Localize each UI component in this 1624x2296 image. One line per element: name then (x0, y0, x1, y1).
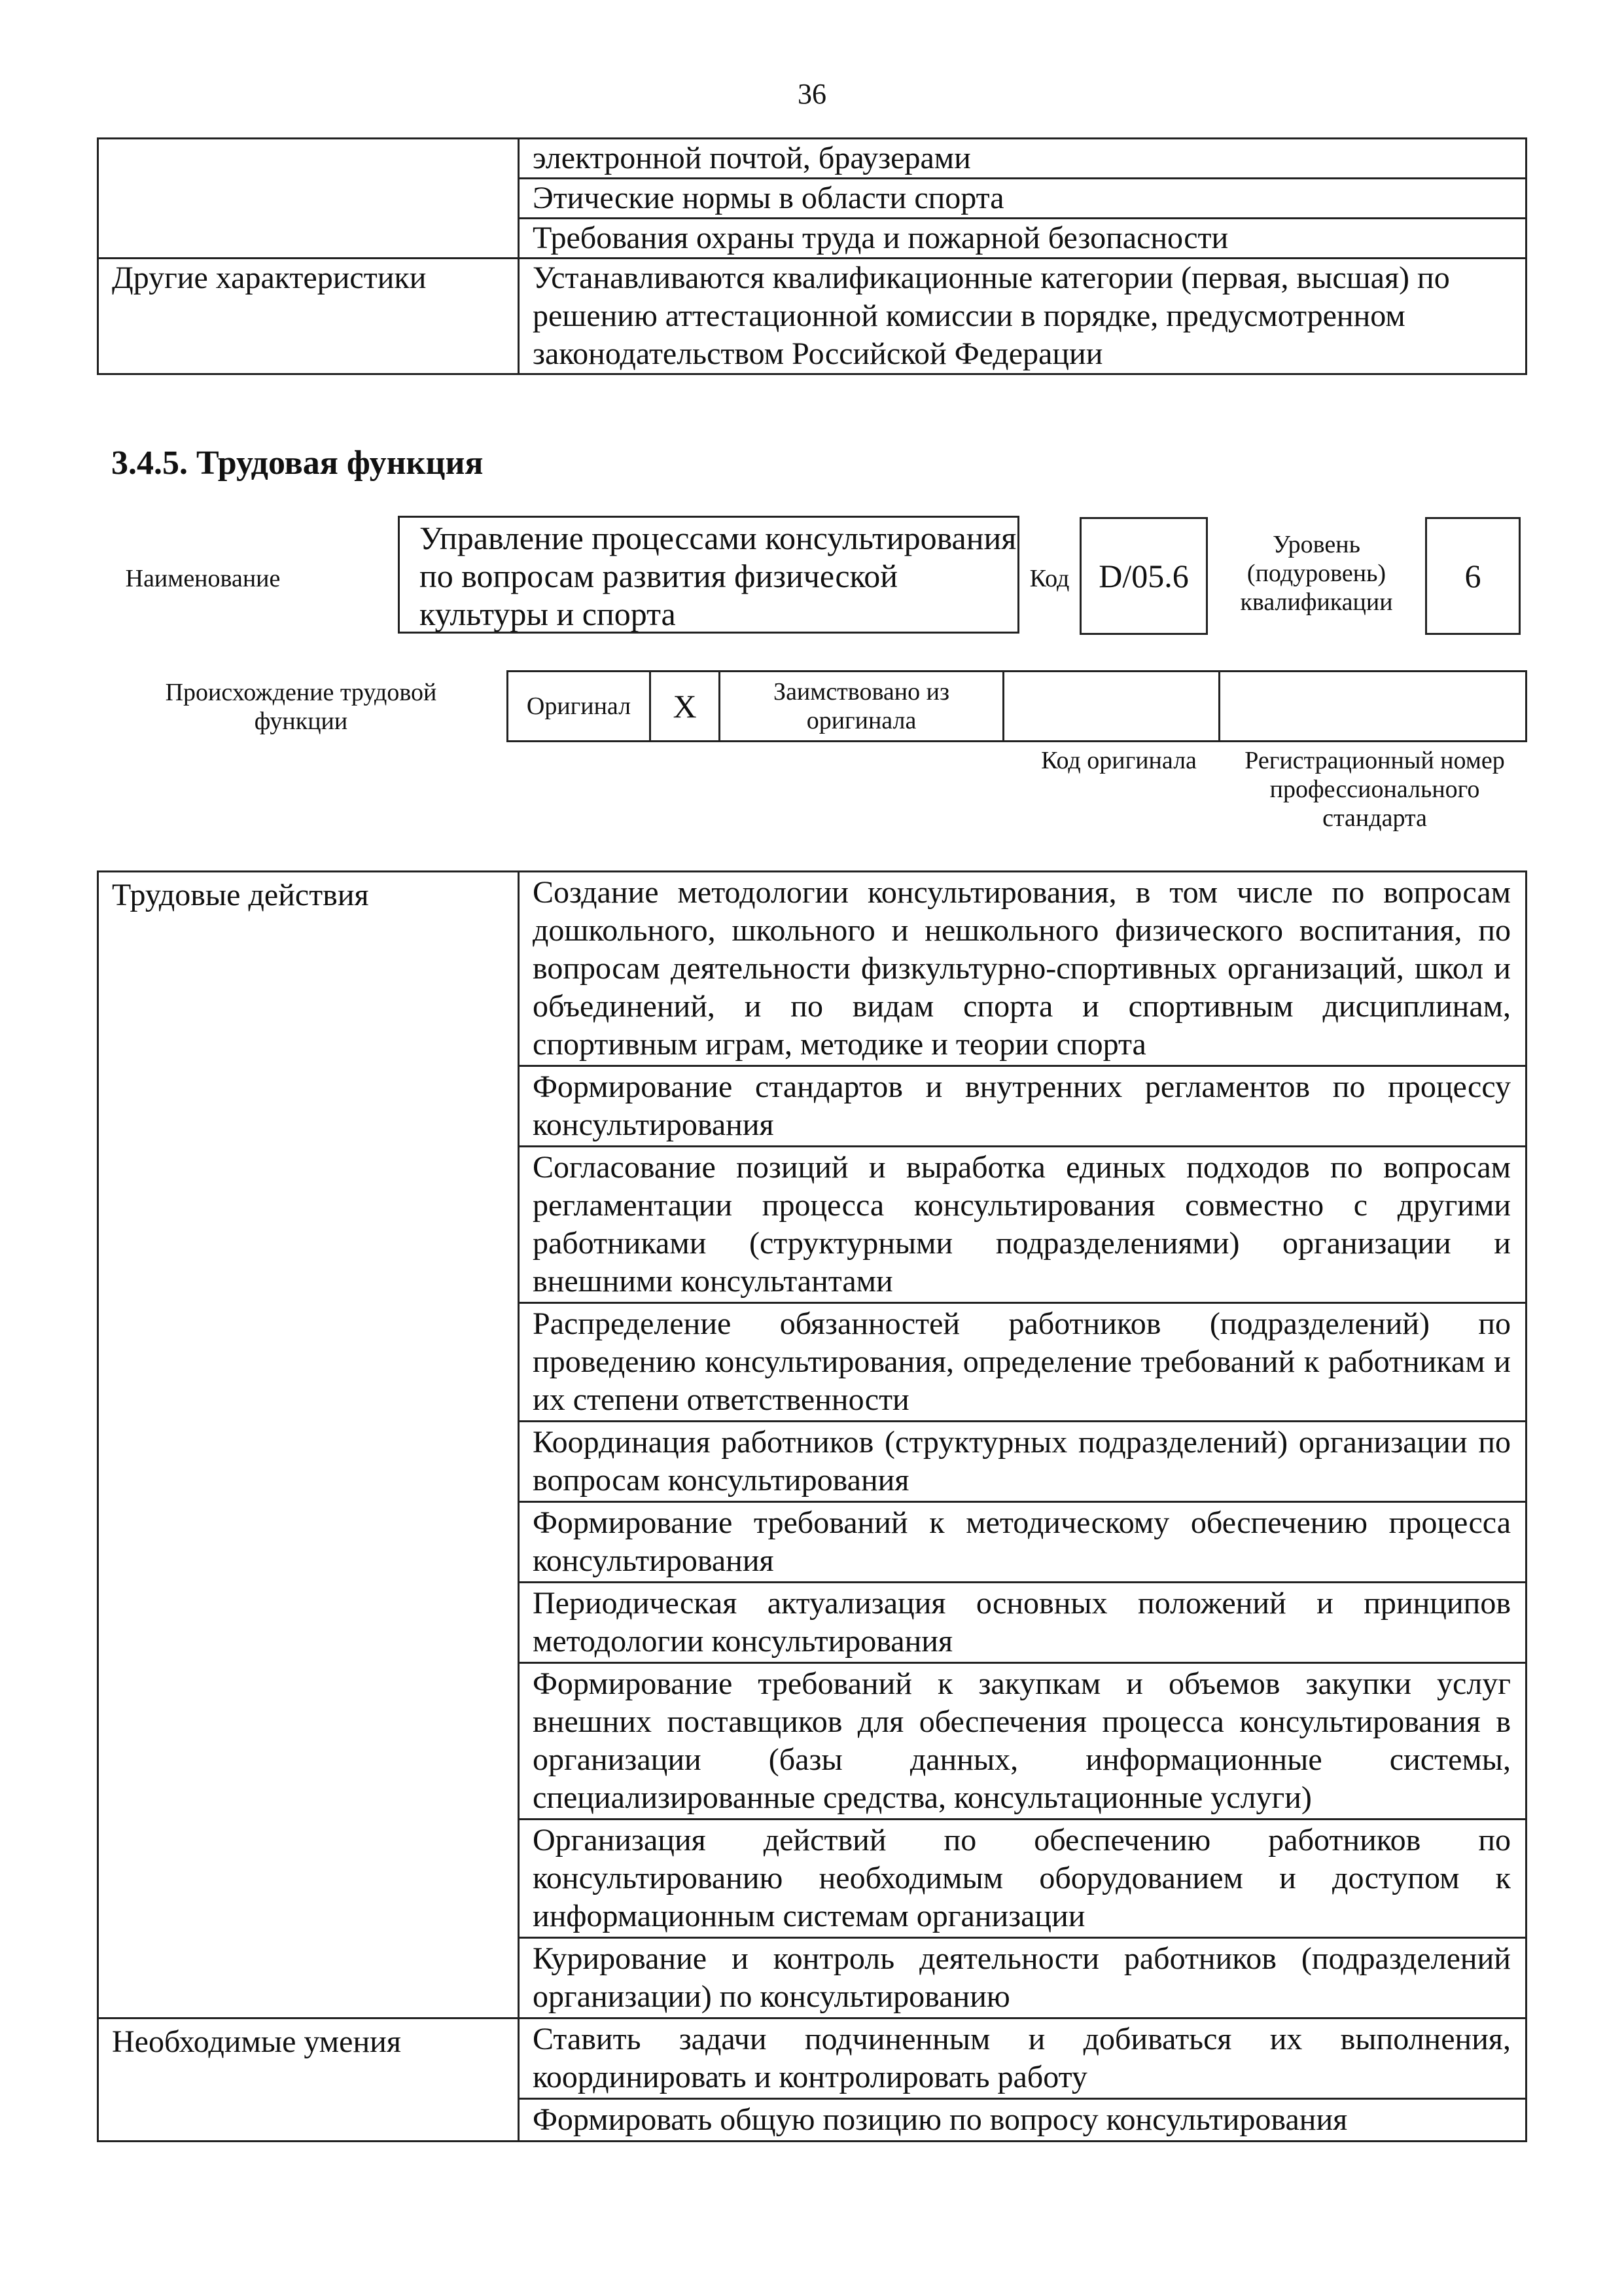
table-row (98, 2018, 1527, 2099)
table-row (98, 259, 1527, 374)
labor-action: Согласование позиций и выработка единых подходов по вопросам регламентации процесса консультирования совместно с другими работниками (структурными подразделениями) организации и внешними консультантами (519, 1147, 1527, 1303)
origin-label: Происхождение трудовой функции (165, 679, 437, 735)
table-row (98, 872, 1527, 1066)
skill-item: Ставить задачи подчиненным и добиваться их выполнения, координировать и контролировать работу (519, 2018, 1527, 2099)
labor-action: Координация работников (структурных подразделений) организации по вопросам консультирования (519, 1422, 1527, 1502)
top-characteristics-table (97, 137, 1527, 375)
original-code-caption: Код оригинала (1041, 747, 1197, 774)
table-cell: Этические нормы в области спорта (519, 179, 1527, 219)
skills-label: Необходимые умения (98, 2018, 519, 2142)
empty-cell (98, 139, 519, 259)
origin-row (506, 670, 1527, 742)
reg-number-caption: Регистрационный номер профессионального стандарта (1244, 747, 1505, 832)
function-code-box: D/05.6 (1080, 517, 1208, 635)
labor-action: Распределение обязанностей работников (подразделений) по проведению консультирования, определение требований к работникам и их степени ответственности (519, 1303, 1527, 1422)
page-number: 36 (798, 78, 826, 110)
table-cell: Устанавливаются квалификационные категории (первая, высшая) по решению аттестационной комиссии в порядке, предусмотренном законодательством Российской Федерации (519, 259, 1527, 374)
original-label: Оригинал (508, 672, 651, 740)
labor-function-table (97, 870, 1527, 2142)
labor-action: Формирование стандартов и внутренних регламентов по процессу консультирования (519, 1066, 1527, 1147)
labor-actions-label: Трудовые действия (98, 872, 519, 2018)
original-code-cell (1004, 672, 1220, 740)
reg-number-cell (1220, 672, 1525, 740)
labor-action: Организация действий по обеспечению работников по консультированию необходимым оборудованием и доступом к информационным системам организации (519, 1820, 1527, 1938)
function-name-box: Управление процессами консультирования по вопросам развития физической культуры и спорта (398, 516, 1019, 634)
other-characteristics-label: Другие характеристики (98, 259, 519, 374)
level-label: Уровень (подуровень) квалификации (1240, 531, 1393, 616)
table-cell: Требования охраны труда и пожарной безопасности (519, 219, 1527, 259)
labor-action: Формирование требований к методическому обеспечению процесса консультирования (519, 1502, 1527, 1583)
level-value-box: 6 (1425, 517, 1521, 635)
borrowed-label: Заимствовано из оригинала (720, 672, 1004, 740)
table-row (98, 139, 1527, 179)
code-label: Код (1029, 565, 1070, 592)
section-title: 3.4.5. Трудовая функция (111, 444, 484, 482)
table-cell: электронной почтой, браузерами (519, 139, 1527, 179)
labor-action: Создание методологии консультирования, в том числе по вопросам дошкольного, школьного и нешкольного физического воспитания, по вопросам деятельности физкультурно-спортивных организаций, школ и объединений, и по видам спорта и спортивным дисциплинам, спортивным играм, методике и теории спорта (519, 872, 1527, 1066)
labor-action: Курирование и контроль деятельности работников (подразделений организации) по консультированию (519, 1938, 1527, 2018)
original-mark: X (651, 672, 720, 740)
skill-item: Формировать общую позицию по вопросу консультирования (519, 2099, 1527, 2142)
labor-action: Периодическая актуализация основных положений и принципов методологии консультирования (519, 1583, 1527, 1663)
labor-action: Формирование требований к закупкам и объемов закупки услуг внешних поставщиков для обеспечения процесса консультирования в организации (базы данных, информационные системы, специализированные средства, консультационные услуги) (519, 1663, 1527, 1820)
name-label: Наименование (125, 565, 281, 592)
